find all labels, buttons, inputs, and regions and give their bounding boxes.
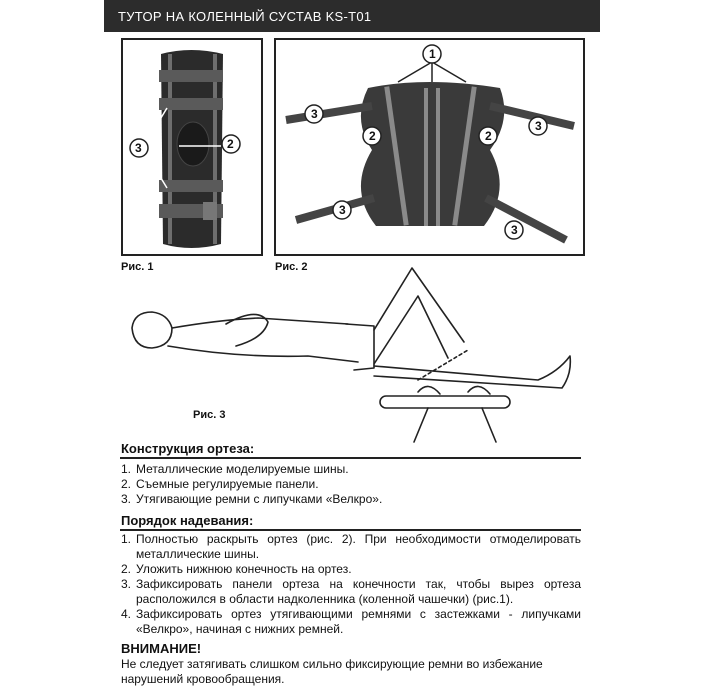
callout-3-fig2-right-top: 3 bbox=[535, 119, 542, 133]
callout-2-fig1: 2 bbox=[227, 137, 234, 151]
list-item: 3. Зафиксировать панели ортеза на конечности так, чтобы вырез ортеза расположился в области надколенника (коленной чашечки) (рис.1). bbox=[121, 577, 581, 606]
procedure-title: Порядок надевания: bbox=[121, 513, 254, 528]
list-item: 3. Утягивающие ремни с липучками «Велкро». bbox=[121, 492, 383, 506]
figure-1-caption: Рис. 1 bbox=[121, 261, 154, 273]
figure-1-illustration bbox=[123, 40, 261, 254]
construction-divider bbox=[120, 457, 581, 459]
procedure-divider bbox=[120, 529, 581, 531]
list-item: 2. Уложить нижнюю конечность на ортез. bbox=[121, 562, 352, 576]
warning-text: Не следует затягивать слишком сильно фиксирующие ремни во избежание нарушений кровообращения. bbox=[121, 657, 543, 686]
callout-3-fig1: 3 bbox=[135, 141, 142, 155]
document-title: ТУТОР НА КОЛЕННЫЙ СУСТАВ KS-T01 bbox=[118, 9, 372, 24]
callout-2-fig2-left: 2 bbox=[369, 129, 376, 143]
list-item: 1. Металлические моделируемые шины. bbox=[121, 462, 349, 476]
callout-3-fig2-left-bottom: 3 bbox=[339, 203, 346, 217]
callout-1-fig2: 1 bbox=[429, 47, 436, 61]
procedure-list bbox=[121, 532, 581, 637]
list-item: 1. Полностью раскрыть ортез (рис. 2). При необходимости отмоделировать металлические шины. bbox=[121, 532, 581, 561]
construction-list bbox=[121, 462, 581, 507]
callout-2-fig2-right: 2 bbox=[485, 129, 492, 143]
figure-3-caption: Рис. 3 bbox=[193, 409, 226, 421]
figure-2-illustration bbox=[276, 40, 583, 254]
list-item: 2. Съемные регулируемые панели. bbox=[121, 477, 319, 491]
callout-3-fig2-left-top: 3 bbox=[311, 107, 318, 121]
figure-2-caption: Рис. 2 bbox=[275, 261, 308, 273]
warning-title: ВНИМАНИЕ! bbox=[121, 641, 202, 656]
list-item: 4. Зафиксировать ортез утягивающими ремнями с застежками - липучками «Велкро», начиная с нижних ремней. bbox=[121, 607, 581, 636]
construction-title: Конструкция ортеза: bbox=[121, 441, 255, 456]
figure-3-illustration bbox=[118, 262, 588, 452]
callout-3-fig2-right-bottom: 3 bbox=[511, 223, 518, 237]
